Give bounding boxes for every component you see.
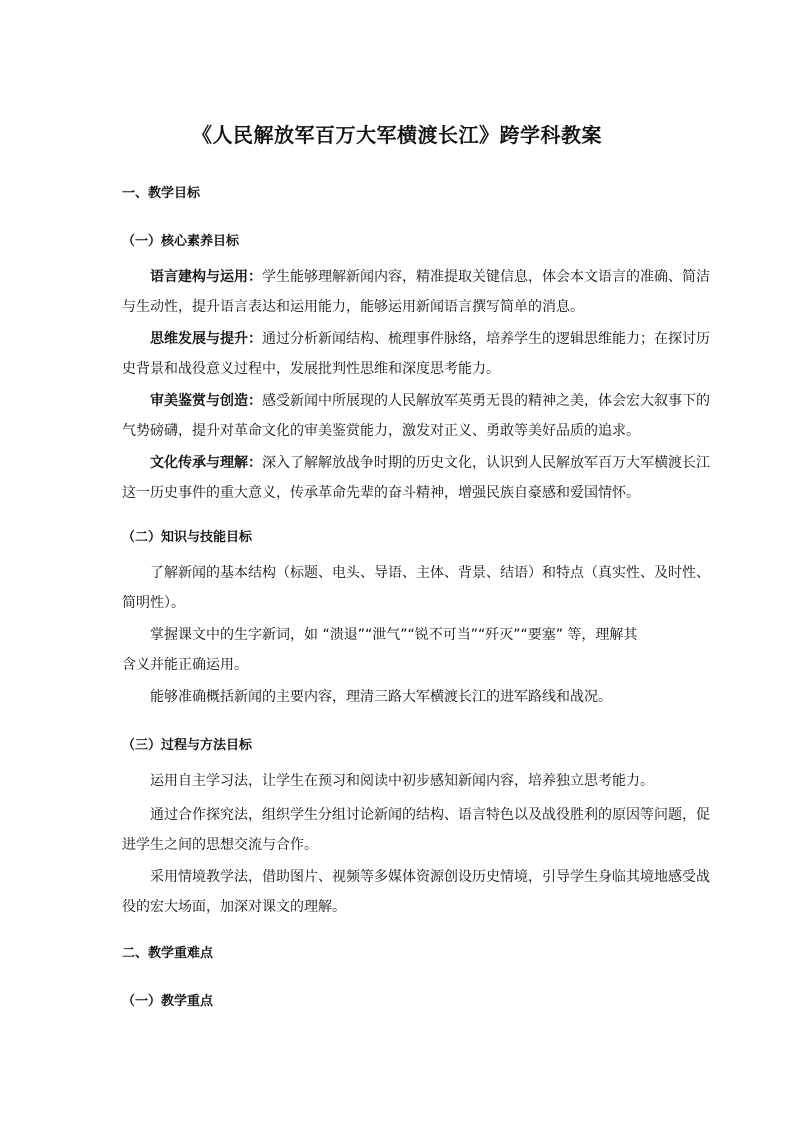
paragraph-text: 学生能够理解新闻内容，精准提取关键信息，体会本文语言的准确、简洁 [262, 269, 710, 285]
paragraph-text: 能够准确概括新闻的主要内容，理清三路大军横渡长江的进军路线和战况。 [150, 689, 612, 705]
paragraph-situational [122, 862, 710, 922]
paragraph-text: 运用自主学习法，让学生在预习和阅读中初步感知新闻内容，培养独立思考能力。 [150, 773, 654, 789]
paragraph-text: 通过分析新闻结构、梳理事件脉络，培养学生的逻辑思维能力；在探讨历 [262, 331, 710, 347]
paragraph-culture [122, 448, 710, 508]
subheading-knowledge-skills: （二）知识与技能目标 [122, 530, 253, 545]
paragraph-text: 感受新闻中所展现的人民解放军英勇无畏的精神之美，体会宏大叙事下的 [262, 393, 710, 409]
paragraph-text: 深入了解解放战争时期的历史文化，认识到人民解放军百万大军横渡长江 [262, 455, 710, 471]
paragraph-text: 含义并能正确运用。 [122, 657, 248, 673]
paragraph-text: 了解新闻的基本结构（标题、电头、导语、主体、背景、结语）和特点（真实性、及时性、 [150, 565, 710, 581]
paragraph-self-study [122, 766, 688, 796]
paragraph-aesthetic [122, 386, 710, 446]
subheading-key-points: （一）教学重点 [122, 994, 214, 1009]
subheading-process-methods: （三）过程与方法目标 [122, 738, 253, 753]
paragraph-text: 简明性）。 [122, 595, 185, 611]
paragraph-language [122, 262, 710, 322]
paragraph-summary [122, 682, 688, 712]
paragraph-lead: 文化传承与理解： [150, 455, 262, 471]
section-heading-key-difficult-points: 二、教学重难点 [122, 946, 214, 961]
paragraph-vocabulary [122, 620, 688, 680]
paragraph-cooperation [122, 800, 710, 860]
document-title: 《人民解放军百万大军横渡长江》跨学科教案 [192, 123, 602, 147]
paragraph-lead: 审美鉴赏与创造： [150, 393, 262, 409]
paragraph-text: 这一历史事件的重大意义，传承革命先辈的奋斗精神，增强民族自豪感和爱国情怀。 [122, 485, 640, 501]
paragraph-text: 掌握课文中的生字新词，如 “溃退”“泄气”“锐不可当”“歼灭”“要塞” 等，理解其 [150, 627, 638, 643]
section-heading-teaching-goals: 一、教学目标 [122, 186, 201, 201]
paragraph-text: 役的宏大场面，加深对课文的理解。 [122, 899, 346, 915]
paragraph-thinking [122, 324, 710, 384]
paragraph-text: 通过合作探究法，组织学生分组讨论新闻的结构、语言特色以及战役胜利的原因等问题，促 [150, 807, 710, 823]
paragraph-lead: 思维发展与提升： [150, 331, 262, 347]
paragraph-text: 史背景和战役意义过程中，发展批判性思维和深度思考能力。 [122, 361, 500, 377]
paragraph-text: 采用情境教学法，借助图片、视频等多媒体资源创设历史情境，引导学生身临其境地感受战 [150, 869, 710, 885]
subheading-core-literacy: （一）核心素养目标 [122, 234, 240, 249]
paragraph-text: 进学生之间的思想交流与合作。 [122, 837, 318, 853]
paragraph-text: 气势磅礴，提升对革命文化的审美鉴赏能力，激发对正义、勇敢等美好品质的追求。 [122, 423, 640, 439]
paragraph-text: 与生动性，提升语言表达和运用能力，能够运用新闻语言撰写简单的消息。 [122, 299, 584, 315]
paragraph-lead: 语言建构与运用： [150, 269, 262, 285]
paragraph-news-structure [122, 558, 710, 618]
